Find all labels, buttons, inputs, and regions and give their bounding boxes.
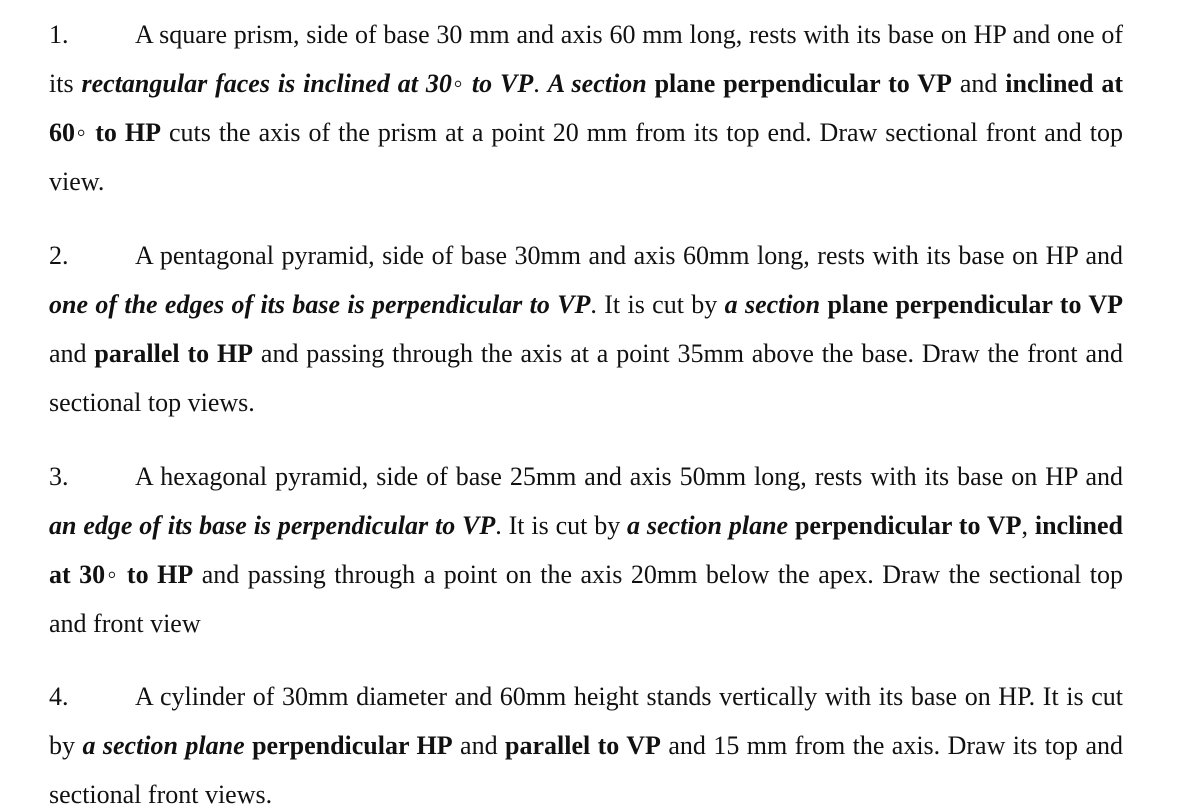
question-text: and passing through the axis at a point 35mm above the base. Draw the front and sectional top views. [49,339,1123,417]
question-1 [49,10,1123,206]
question-text: , [1021,511,1035,540]
emphasis-text: plane perpendicular to VP [646,69,952,98]
emphasis-text: inclined at 30◦ to HP [49,511,1123,589]
emphasis-text: a section [724,290,821,319]
question-number: 2. [49,241,69,270]
question-text: . [533,69,548,98]
emphasis-text: perpendicular to VP [788,511,1022,540]
question-text: A pentagonal pyramid, side of base 30mm and axis 60mm long, rests with its base on HP and [135,241,1123,270]
question-number: 3. [49,462,69,491]
question-text: and [452,731,505,760]
emphasis-text: plane perpendicular to VP [820,290,1123,319]
emphasis-text: a section plane [82,731,245,760]
question-2 [49,231,1123,427]
emphasis-text: one of the edges of its base is perpendicular to VP [49,290,591,319]
question-number: 4. [49,682,69,711]
emphasis-text: a section plane [627,511,789,540]
emphasis-text: rectangular faces is inclined at 30◦ to VP [81,69,534,98]
question-4 [49,672,1123,808]
question-text: and passing through a point on the axis 20mm below the apex. Draw the sectional top and front view [49,560,1123,638]
emphasis-text: A section [547,69,647,98]
question-text: A square prism, side of base 30 mm and axis 60 mm long, rests with its base on HP and one of its [49,20,1123,98]
question-text: A hexagonal pyramid, side of base 25mm and axis 50mm long, rests with its base on HP and [135,462,1123,491]
question-text: and [49,339,95,368]
question-text: . It is cut by [495,511,628,540]
emphasis-text: perpendicular HP [244,731,453,760]
emphasis-text: parallel to HP [94,339,254,368]
question-text: and [951,69,1006,98]
question-text: cuts the axis of the prism at a point 20 mm from its top end. Draw sectional front and top view. [49,118,1123,196]
question-text: . It is cut by [590,290,725,319]
question-3 [49,452,1123,648]
question-text: and 15 mm from the axis. Draw its top and sectional front views. [49,731,1123,808]
emphasis-text: an edge of its base is perpendicular to VP [49,511,496,540]
question-number: 1. [49,20,69,49]
question-text: A cylinder of 30mm diameter and 60mm height stands vertically with its base on HP. It is cut by [49,682,1123,760]
emphasis-text: parallel to VP [505,731,661,760]
emphasis-text: inclined at 60◦ to HP [49,69,1124,147]
